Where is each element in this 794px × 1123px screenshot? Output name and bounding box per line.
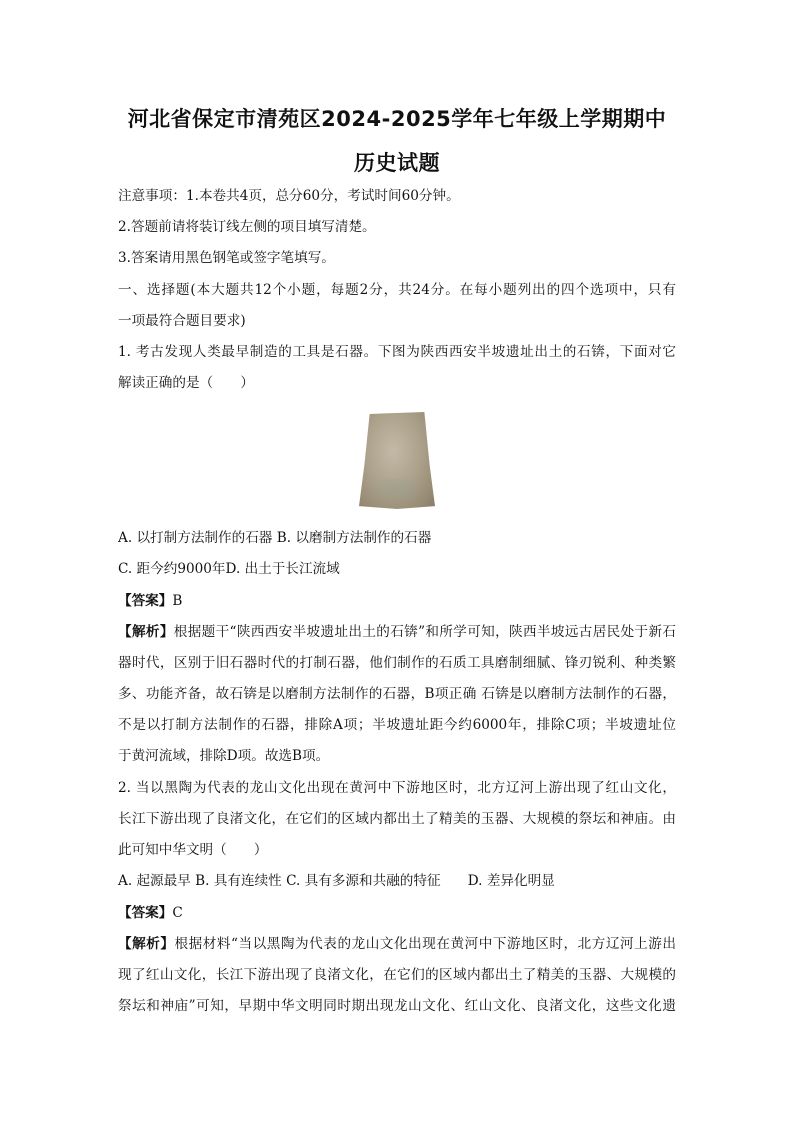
section-heading: 一、选择题(本大题共12个小题，每题2分，共24分。在每小题列出的四个选项中，只有 <box>118 282 676 298</box>
question-1-analysis-line: 不是以打制方法制作的石器，排除A项；半坡遗址距今约6000年，排除C项；半坡遗址位 <box>118 717 676 733</box>
notice-line-1: 注意事项：1.本卷共4页，总分60分，考试时间60分钟。 <box>118 188 460 204</box>
question-1-options-ab: A. 以打制方法制作的石器 B. 以磨制方法制作的石器 <box>118 530 432 546</box>
answer-value: C <box>172 905 183 921</box>
question-2-options: A. 起源最早 B. 具有连续性 C. 具有多源和共融的特征 D. 差异化明显 <box>118 873 555 889</box>
question-2-analysis: 【解析】根据材料“当以黑陶为代表的龙山文化出现在黄河中下游地区时，北方辽河上游出 <box>118 936 676 952</box>
page-title: 河北省保定市清苑区2024-2025学年七年级上学期期中 <box>127 107 667 131</box>
question-2-analysis-line: 现了红山文化，长江下游出现了良渚文化，在它们的区域内都出土了精美的玉器、大规模的 <box>118 967 676 983</box>
notice-line-3: 3.答案请用黑色钢笔或签字笔填写。 <box>118 250 335 266</box>
question-1-analysis-line: 多、功能齐备，故石锛是以磨制方法制作的石器，B项正确 石锛是以磨制方法制作的石器， <box>118 686 676 702</box>
notice-line-2: 2.答题前请将装订线左侧的项目填写清楚。 <box>118 219 376 235</box>
question-2-answer <box>118 903 676 923</box>
answer-tag: 【答案】 <box>118 905 173 921</box>
answer-tag: 【答案】 <box>118 593 173 609</box>
question-2-stem-cont: 长江下游出现了良渚文化，在它们的区域内都出土了精美的玉器、大规模的祭坛和神庙。由 <box>118 811 676 827</box>
analysis-tag: 【解析】 <box>118 624 174 640</box>
question-2-stem-cont: 此可知中华文明（ ） <box>118 842 268 858</box>
question-1-answer <box>118 591 676 611</box>
answer-value: B <box>172 593 183 609</box>
question-1-stem-cont: 解读正确的是（ ） <box>118 375 254 391</box>
page-subtitle: 历史试题 <box>354 151 440 175</box>
analysis-tag: 【解析】 <box>118 936 175 952</box>
question-2-stem: 2. 当以黑陶为代表的龙山文化出现在黄河中下游地区时，北方辽河上游出现了红山文化， <box>118 780 676 796</box>
question-1-analysis: 【解析】根据题干“陕西西安半坡遗址出土的石锛”和所学可知，陕西半坡远古居民处于新石 <box>118 624 676 640</box>
question-1-analysis-line: 于黄河流域，排除D项。故选B项。 <box>118 748 330 764</box>
question-1-options-cd: C. 距今约9000年D. 出土于长江流域 <box>118 561 340 577</box>
stone-adze-image <box>355 408 439 513</box>
question-1-stem: 1. 考古发现人类最早制造的工具是石器。下图为陕西西安半坡遗址出土的石锛，下面对它 <box>118 344 676 360</box>
section-heading-cont: 一项最符合题目要求) <box>118 313 246 329</box>
question-2-analysis-line: 祭坛和神庙”可知，早期中华文明同时期出现龙山文化、红山文化、良渚文化，这些文化遗 <box>118 998 676 1014</box>
question-1-analysis-line: 器时代，区别于旧石器时代的打制石器，他们制作的石质工具磨制细腻、锋刃锐利、种类繁 <box>118 655 676 671</box>
